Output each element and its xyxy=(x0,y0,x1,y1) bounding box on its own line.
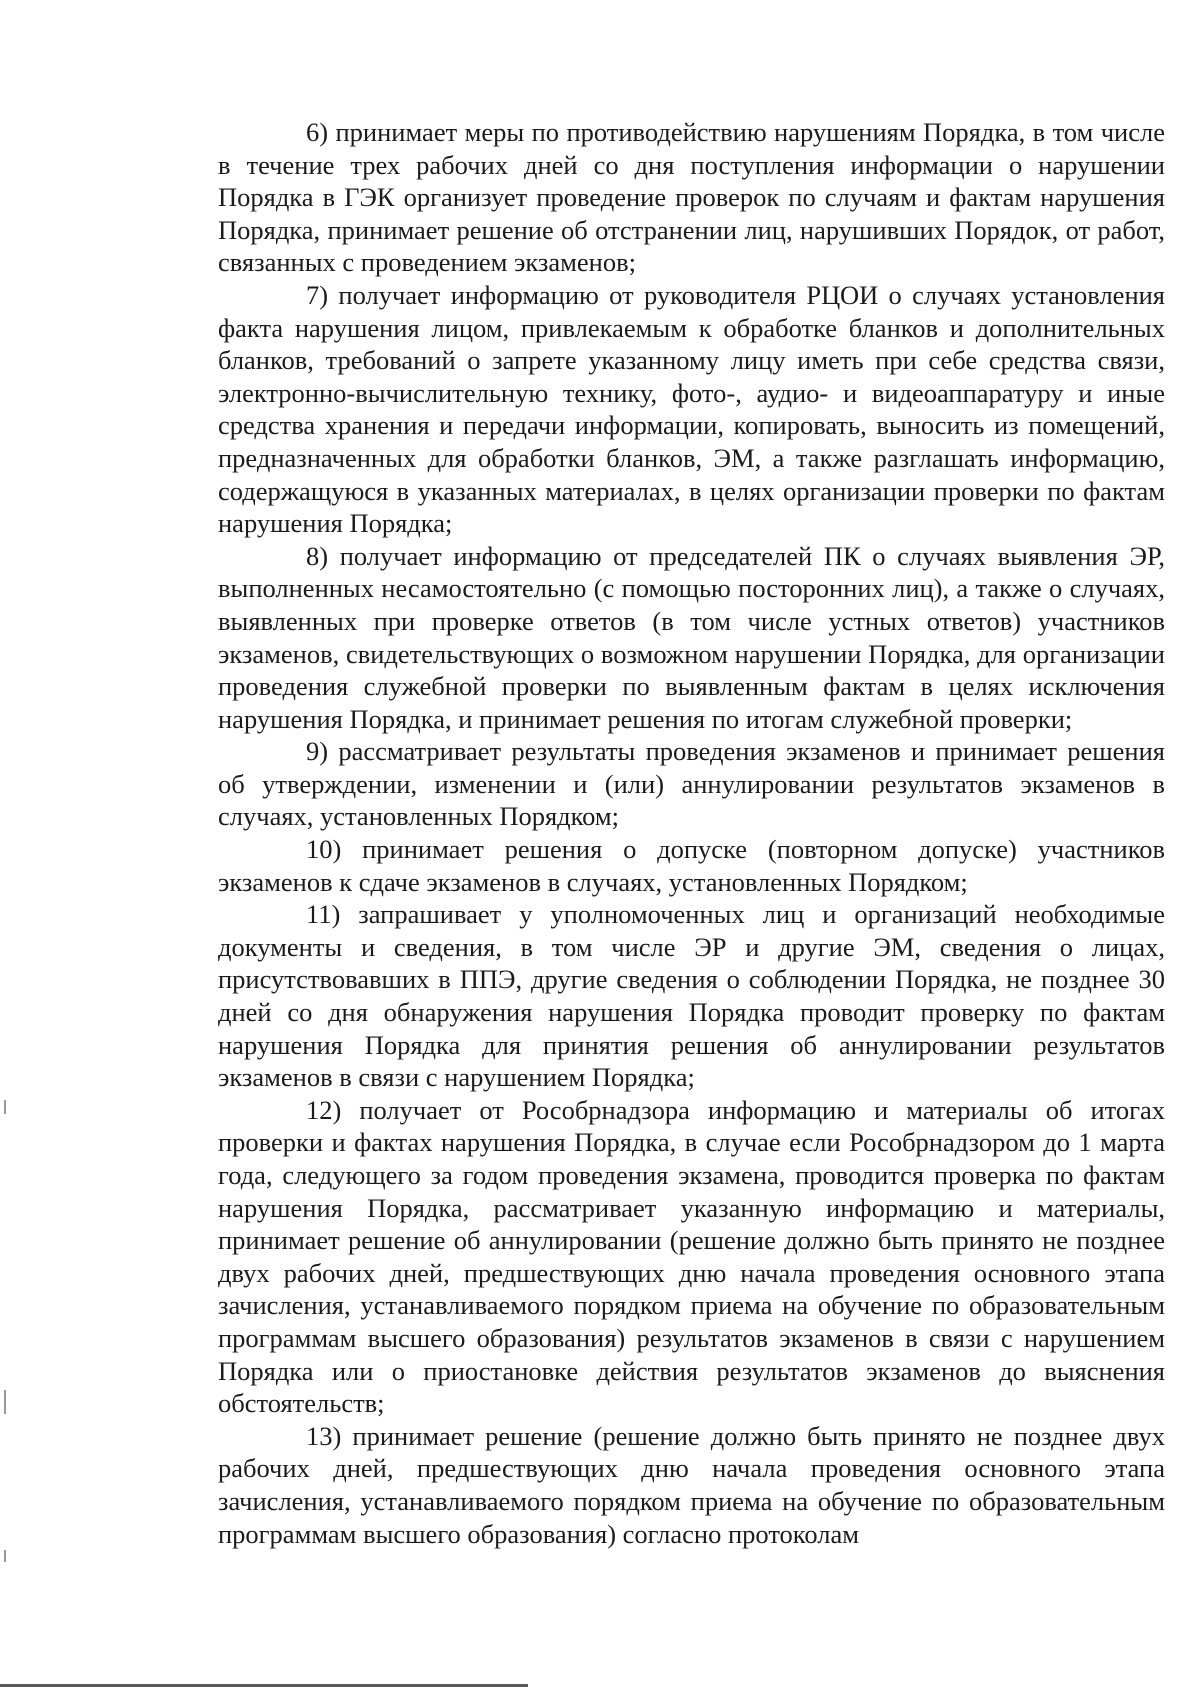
scan-artifact-mark xyxy=(4,1550,6,1562)
scan-artifact-mark xyxy=(4,1100,6,1114)
paragraph-13: 13) принимает решение (решение должно быть принято не позднее двух рабочих дней, предшествующих дню начала проведения основного этапа зачисления, устанавливаемого порядком приема на обучение по образовательным программам высшего образования) согласно протоколам xyxy=(218,1420,1165,1549)
paragraph-10: 10) принимает решения о допуске (повторном допуске) участников экзаменов к сдаче экзаменов в случаях, установленных Порядком; xyxy=(218,834,1165,897)
paragraph-6: 6) принимает меры по противодействию нарушениям Порядка, в том числе в течение трех рабочих дней со дня поступления информации о нарушении Порядка в ГЭК организует проведение проверок по случаям и фактам нарушения Порядка, принимает решение об отстранении лиц, нарушивших Порядок, от работ, связанных с проведением экзаменов; xyxy=(218,117,1165,278)
document-body xyxy=(218,116,1165,1550)
paragraph-12: 12) получает от Рособрнадзора информацию и материалы об итогах проверки и фактах нарушения Порядка, в случае если Рособрнадзором до 1 марта года, следующего за годом проведения экзамена, проводится проверка по фактам нарушения Порядка, рассматривает указанную информацию и материалы, принимает решение об аннулировании (решение должно быть принято не позднее двух рабочих дней, предшествующих дню начала проведения основного этапа зачисления, устанавливаемого порядком приема на обучение по образовательным программам высшего образования) результатов экзаменов в связи с нарушением Порядка или о приостановке действия результатов экзаменов до выяснения обстоятельств; xyxy=(218,1094,1165,1419)
paragraph-8: 8) получает информацию от председателей ПК о случаях выявления ЭР, выполненных несамостоятельно (с помощью посторонних лиц), а также о случаях, выявленных при проверке ответов (в том числе устных ответов) участников экзаменов, свидетельствующих о возможном нарушении Порядка, для организации проведения служебной проверки по выявленным фактам в целях исключения нарушения Порядка, и принимает решения по итогам служебной проверки; xyxy=(218,540,1165,734)
bottom-scan-edge xyxy=(0,1684,528,1687)
paragraph-11: 11) запрашивает у уполномоченных лиц и организаций необходимые документы и сведения, в том числе ЭР и другие ЭМ, сведения о лицах, присутствовавших в ППЭ, другие сведения о соблюдении Порядка, не позднее 30 дней со дня обнаружения нарушения Порядка проводит проверку по фактам нарушения Порядка для принятия решения об аннулировании результатов экзаменов в связи с нарушением Порядка; xyxy=(218,899,1165,1093)
scan-artifact-mark xyxy=(4,1390,6,1414)
paragraph-9: 9) рассматривает результаты проведения экзаменов и принимает решения об утверждении, изменении и (или) аннулировании результатов экзаменов в случаях, установленных Порядком; xyxy=(218,736,1165,832)
paragraph-7: 7) получает информацию от руководителя РЦОИ о случаях установления факта нарушения лицом, привлекаемым к обработке бланков и дополнительных бланков, требований о запрете указанному лицу иметь при себе средства связи, электронно-вычислительную технику, фото-, аудио- и видеоаппаратуру и иные средства хранения и передачи информации, копировать, выносить из помещений, предназначенных для обработки бланков, ЭМ, а также разглашать информацию, содержащуюся в указанных материалах, в целях организации проверки по фактам нарушения Порядка; xyxy=(218,279,1165,539)
